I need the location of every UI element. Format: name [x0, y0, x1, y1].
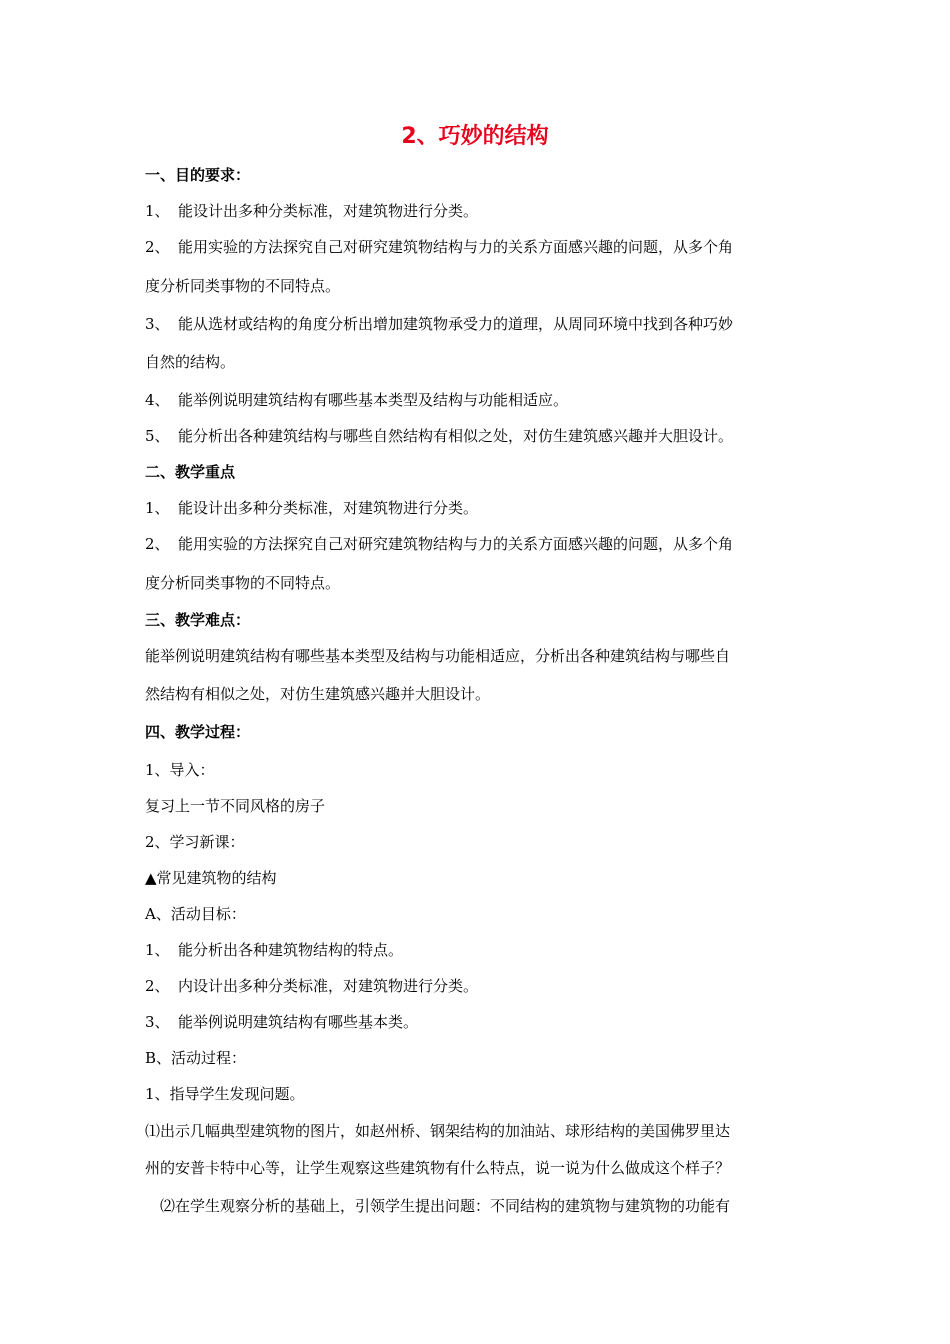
text-line — [145, 904, 246, 924]
line-text: 度分析同类事物的不同特点。 — [145, 574, 341, 592]
line-text: 能设计出多种分类标准，对建筑物进行分类。 — [178, 202, 479, 220]
text-line — [145, 684, 490, 704]
text-line — [145, 1158, 730, 1178]
list-number: 2、 — [145, 535, 170, 553]
section-heading — [145, 165, 250, 185]
list-number: 3、 — [145, 315, 170, 333]
line-text: 能分析出各种建筑结构与哪些自然结构有相似之处，对仿生建筑感兴趣并大胆设计。 — [178, 427, 734, 445]
text-line — [145, 314, 733, 334]
line-text: 能举例说明建筑结构有哪些基本类型及结构与功能相适应，分析出各种建筑结构与哪些自 — [145, 647, 731, 665]
line-text: 自然的结构。 — [145, 353, 236, 371]
line-text: A、活动目标： — [145, 905, 246, 923]
line-text: 内设计出多种分类标准，对建筑物进行分类。 — [178, 977, 479, 995]
text-line — [145, 426, 733, 446]
text-line — [145, 534, 733, 554]
text-line — [145, 796, 325, 816]
line-text: 能举例说明建筑结构有哪些基本类。 — [178, 1013, 419, 1031]
text-line — [145, 832, 245, 852]
line-text: 能分析出各种建筑物结构的特点。 — [178, 941, 404, 959]
line-text: 三、教学难点： — [145, 611, 251, 629]
text-line — [145, 573, 340, 593]
line-text: 州的安普卡特中心等，让学生观察这些建筑物有什么特点，说一说为什么做成这个样子？ — [145, 1159, 731, 1177]
text-line — [145, 498, 478, 518]
text-line — [145, 868, 277, 888]
section-heading — [145, 722, 250, 742]
text-line — [145, 760, 215, 780]
text-line — [145, 276, 340, 296]
text-line — [145, 237, 733, 257]
list-number: 1、 — [145, 202, 170, 220]
text-line — [145, 1012, 418, 1032]
text-line — [145, 352, 235, 372]
line-text: 能用实验的方法探究自己对研究建筑物结构与力的关系方面感兴趣的问题，从多个角 — [178, 238, 734, 256]
line-text: 能从选材或结构的角度分析出增加建筑物承受力的道理，从周同环境中找到各种巧妙 — [178, 315, 734, 333]
text-line — [145, 390, 568, 410]
line-text: 1、指导学生发现问题。 — [145, 1085, 305, 1103]
line-text: ⑴出示几幅典型建筑物的图片，如赵州桥、钢架结构的加油站、球形结构的美国佛罗里达 — [145, 1122, 731, 1140]
line-text: 能用实验的方法探究自己对研究建筑物结构与力的关系方面感兴趣的问题，从多个角 — [178, 535, 734, 553]
list-number: 1、 — [145, 941, 170, 959]
text-line — [145, 646, 730, 666]
text-line — [145, 976, 478, 996]
list-number: 3、 — [145, 1013, 170, 1031]
line-text: 度分析同类事物的不同特点。 — [145, 277, 341, 295]
line-text: B、活动过程： — [145, 1049, 247, 1067]
document-title: 2、巧妙的结构 — [401, 124, 549, 149]
line-text: ▲常见建筑物的结构 — [145, 869, 277, 887]
list-number: 5、 — [145, 427, 170, 445]
text-line — [145, 201, 478, 221]
line-text: 1、导入： — [145, 761, 215, 779]
text-line — [145, 1084, 305, 1104]
section-heading — [145, 462, 235, 482]
line-text: 2、学习新课： — [145, 833, 245, 851]
line-text: 然结构有相似之处，对仿生建筑感兴趣并大胆设计。 — [145, 685, 491, 703]
text-line — [160, 1196, 730, 1216]
line-text: ⑵在学生观察分析的基础上，引领学生提出问题：不同结构的建筑物与建筑物的功能有 — [160, 1197, 731, 1215]
text-line — [145, 940, 403, 960]
line-text: 能举例说明建筑结构有哪些基本类型及结构与功能相适应。 — [178, 391, 569, 409]
line-text: 二、教学重点 — [145, 463, 236, 481]
list-number: 2、 — [145, 238, 170, 256]
text-line — [145, 1048, 246, 1068]
line-text: 四、教学过程： — [145, 723, 251, 741]
section-heading — [145, 610, 250, 630]
list-number: 2、 — [145, 977, 170, 995]
text-line — [145, 1121, 730, 1141]
line-text: 一、目的要求： — [145, 166, 251, 184]
line-text: 能设计出多种分类标准，对建筑物进行分类。 — [178, 499, 479, 517]
list-number: 4、 — [145, 391, 170, 409]
line-text: 复习上一节不同风格的房子 — [145, 797, 326, 815]
list-number: 1、 — [145, 499, 170, 517]
